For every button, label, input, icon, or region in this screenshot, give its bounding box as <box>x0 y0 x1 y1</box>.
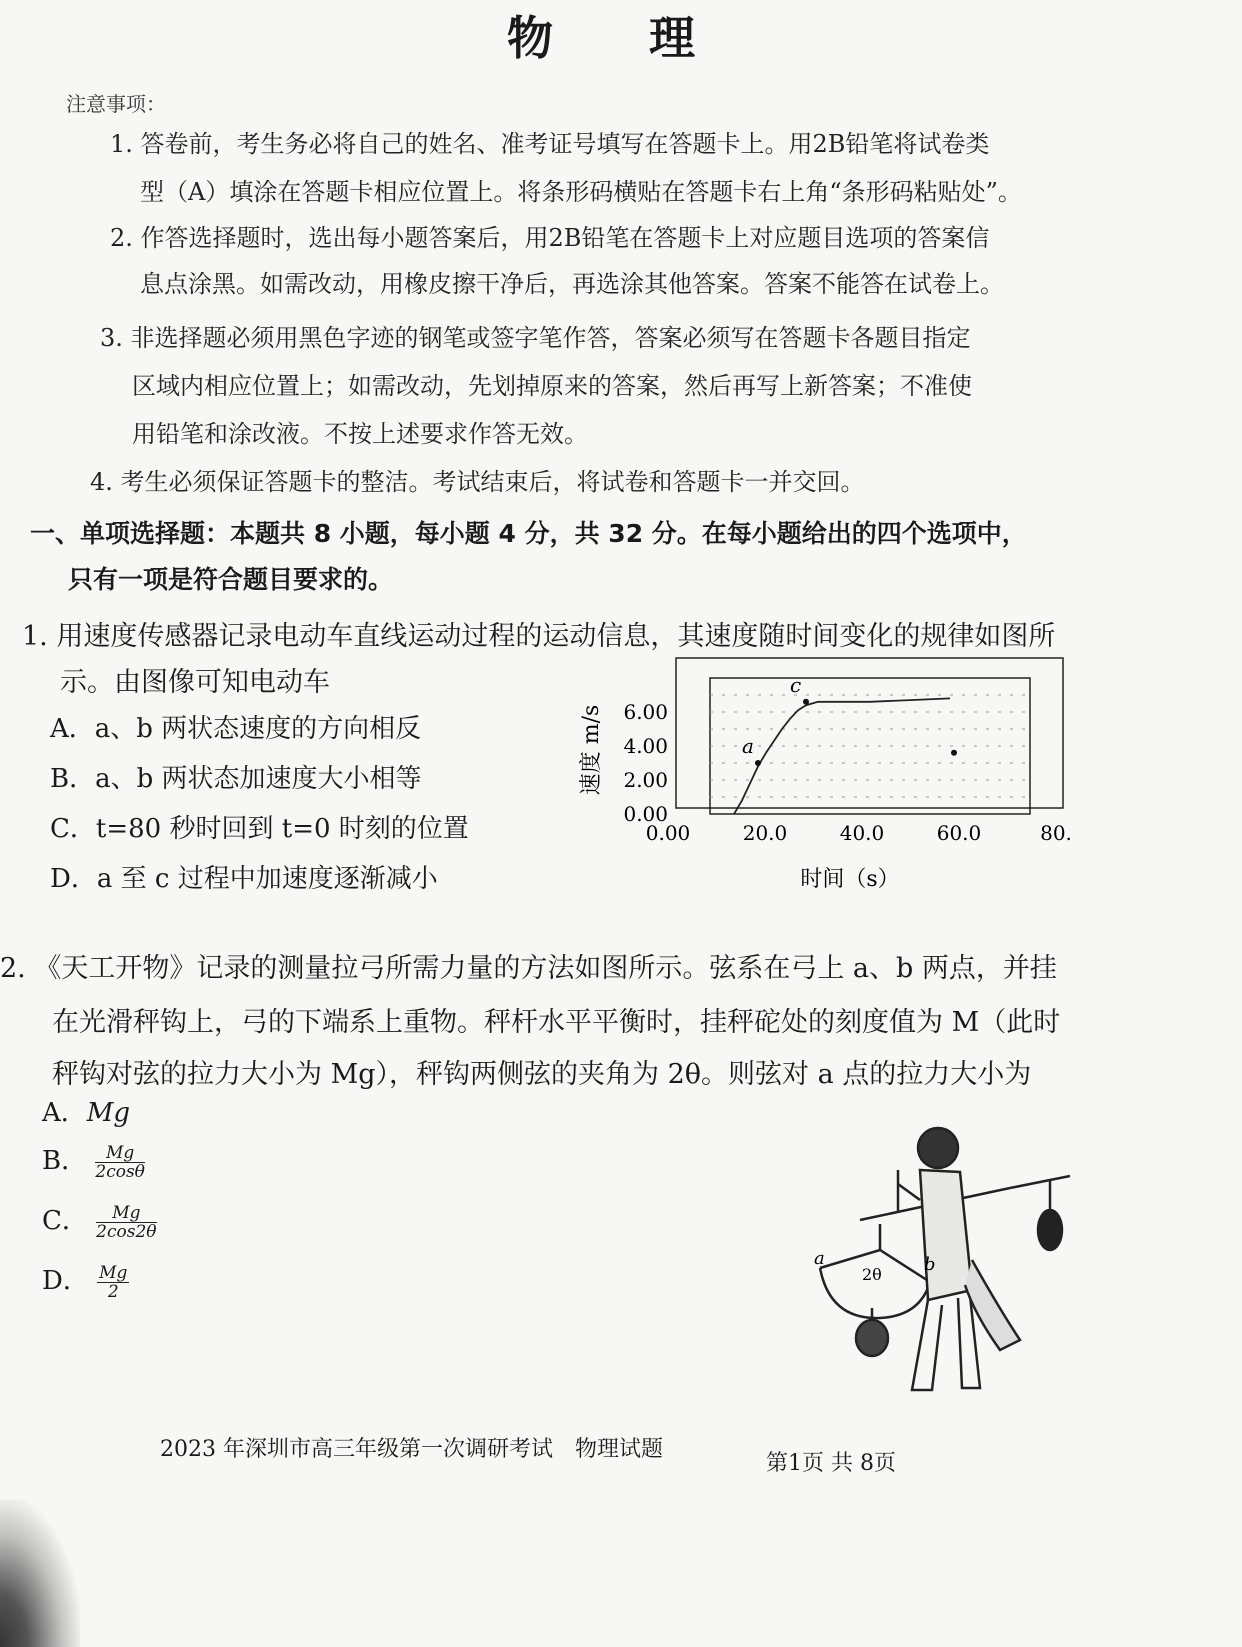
chart-point <box>803 699 809 705</box>
q2-option-a <box>42 1092 130 1129</box>
person-leg-left <box>912 1300 942 1390</box>
chart-gridlines <box>710 695 1030 797</box>
chart-outer-frame <box>676 658 1063 808</box>
chart-x-tick-label: 80. <box>1040 821 1072 845</box>
q2-option-c-numerator: Mg <box>96 1204 156 1223</box>
q2-option-a-value: Mg <box>86 1098 131 1128</box>
person-head <box>918 1128 958 1168</box>
q1-option-c: C．t=80 秒时回到 t=0 时刻的位置 <box>50 814 469 844</box>
chart-x-tick-label: 60.0 <box>936 821 982 845</box>
q2-option-c-label: C． <box>42 1206 88 1236</box>
chart-y-ticks <box>623 700 668 826</box>
chart-x-label: 时间（s） <box>800 867 900 892</box>
chart-point <box>951 750 957 756</box>
q2-option-c-denominator: 2cos2θ <box>96 1221 157 1242</box>
q2-option-c <box>42 1200 157 1241</box>
notice-line-1: 1. 答卷前，考生务必将自己的姓名、准考证号填写在答题卡上。用2B铅笔将试卷类 <box>110 130 990 158</box>
q2-option-b-numerator: Mg <box>95 1144 145 1163</box>
person-arm <box>898 1184 920 1200</box>
angle-label: 2θ <box>862 1265 882 1284</box>
point-b-label: b <box>924 1254 936 1275</box>
notice-line-8: 4. 考生必须保证答题卡的整洁。考试结束后，将试卷和答题卡一并交回。 <box>90 468 865 496</box>
chart-points <box>742 673 957 766</box>
chart-x-ticks <box>646 821 1072 845</box>
page-title: 物 理 <box>506 11 735 65</box>
section-heading: 一、单项选择题：本题共 8 小题，每小题 4 分，共 32 分。在每小题给出的四个选项中， <box>30 519 1027 548</box>
q2-option-b-fraction <box>95 1144 145 1181</box>
q1-stem-line-1: 1. 用速度传感器记录电动车直线运动过程的运动信息，其速度随时间变化的规律如图所 <box>22 621 1056 652</box>
velocity-time-chart <box>560 640 1120 900</box>
q2-option-d <box>42 1260 129 1301</box>
q2-option-d-fraction <box>97 1264 129 1301</box>
chart-y-label: 速度 m/s <box>579 704 604 796</box>
footer-exam-title: 2023 年深圳市高三年级第一次调研考试 物理试题 <box>160 1437 663 1462</box>
chart-point <box>755 760 761 766</box>
notice-line-5: 3. 非选择题必须用黑色字迹的钢笔或签字笔作答，答案必须写在答题卡各题目指定 <box>100 324 971 352</box>
notice-line-4: 息点涂黑。如需改动，用橡皮擦干净后，再选涂其他答案。答案不能答在试卷上。 <box>140 270 1004 298</box>
notice-line-7: 用铅笔和涂改液。不按上述要求作答无效。 <box>132 420 588 448</box>
q2-option-d-label: D． <box>42 1266 89 1296</box>
hanging-gourd <box>1038 1210 1062 1250</box>
notice-line-6: 区域内相应位置上；如需改动，先划掉原来的答案，然后再写上新答案；不准使 <box>132 372 972 400</box>
q2-option-d-denominator: 2 <box>107 1281 119 1302</box>
notice-heading: 注意事项： <box>66 92 166 116</box>
notice-line-3: 2. 作答选择题时，选出每小题答案后，用2B铅笔在答题卡上对应题目选项的答案信 <box>110 224 990 252</box>
chart-y-tick-label: 0.00 <box>623 802 668 826</box>
q2-stem-line-2: 在光滑秤钩上，弓的下端系上重物。秤杆水平平衡时，挂秤砣处的刻度值为 M（此时 <box>52 1007 1061 1038</box>
q1-stem-line-2: 示。由图像可知电动车 <box>60 667 330 698</box>
q1-option-d: D．a 至 c 过程中加速度逐渐减小 <box>50 864 438 894</box>
q2-stem-line-3: 秤钩对弦的拉力大小为 Mg），秤钩两侧弦的夹角为 2θ。则弦对 a 点的拉力大小为 <box>52 1059 1032 1090</box>
notice-line-2: 型（A）填涂在答题卡相应位置上。将条形码横贴在答题卡右上角“条形码粘贴处”。 <box>140 178 1022 206</box>
bow-weighing-illustration <box>800 1110 1100 1410</box>
person-robe <box>920 1170 972 1300</box>
q2-option-b-label: B． <box>42 1146 88 1176</box>
point-a-label: a <box>814 1248 825 1269</box>
q2-option-d-numerator: Mg <box>99 1262 128 1283</box>
q2-option-a-label: A． <box>42 1098 87 1128</box>
weight-gourd <box>856 1320 888 1356</box>
q1-option-a: A．a、b 两状态速度的方向相反 <box>50 714 422 744</box>
shoulder-pole <box>1010 1176 1070 1188</box>
q1-option-b: B．a、b 两状态加速度大小相等 <box>50 764 422 794</box>
q2-option-b <box>42 1140 145 1181</box>
scan-corner-shadow <box>0 1500 80 1647</box>
chart-x-tick-label: 40.0 <box>839 821 885 845</box>
q2-option-b-denominator: 2cosθ <box>95 1161 145 1182</box>
chart-x-tick-label: 0.00 <box>645 821 691 845</box>
chart-point-label: a <box>742 734 754 758</box>
section-subheading: 只有一项是符合题目要求的。 <box>68 565 394 594</box>
chart-y-tick-label: 6.00 <box>623 700 668 724</box>
footer-page-number: 第1页 共 8页 <box>766 1451 896 1476</box>
chart-y-tick-label: 2.00 <box>623 768 668 792</box>
q2-option-c-fraction <box>96 1204 156 1241</box>
chart-x-tick-label: 20.0 <box>742 821 788 845</box>
q2-stem-line-1: 2. 《天工开物》记录的测量拉弓所需力量的方法如图所示。弦系在弓上 a、b 两点，并挂 <box>0 953 1057 984</box>
chart-y-tick-label: 4.00 <box>623 734 668 758</box>
chart-point-label: c <box>790 672 802 697</box>
